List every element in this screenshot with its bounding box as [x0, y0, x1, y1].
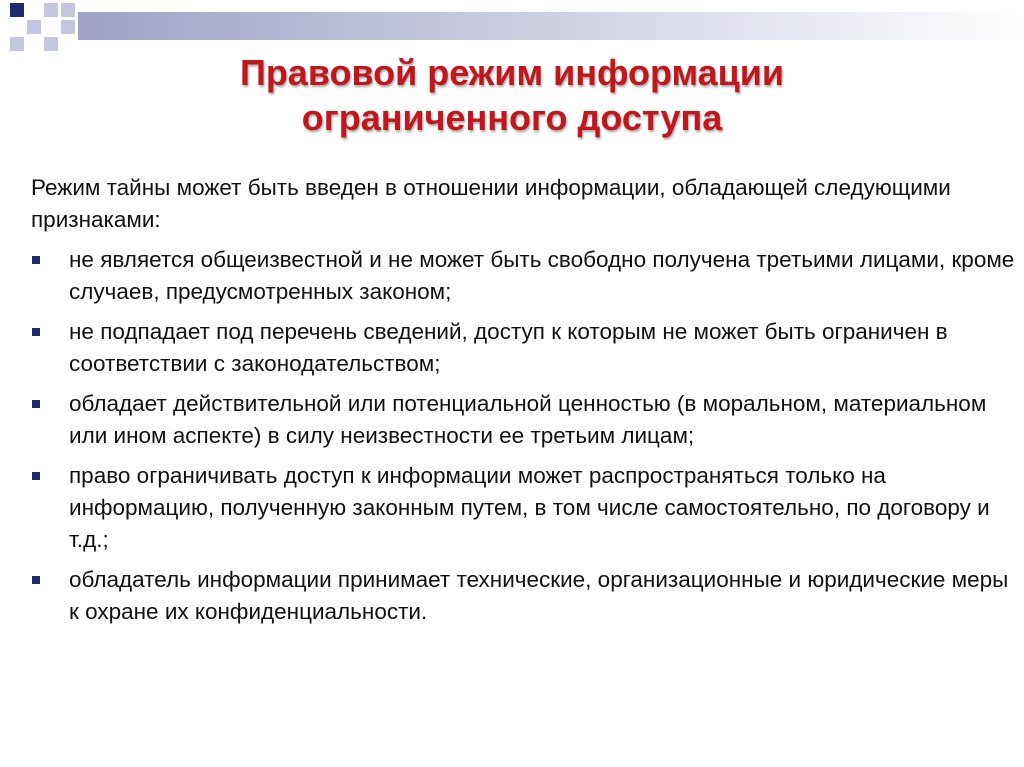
header-gradient-band: [78, 12, 1024, 40]
list-item-text: не подпадает под перечень сведений, доступ к которым не может быть ограничен в соответствии с законодательством;: [69, 319, 948, 376]
square-bullet-icon: [32, 472, 40, 480]
list-item-text: обладатель информации принимает технические, организационные и юридические меры к охране их конфиденциальности.: [69, 567, 1009, 624]
square-bullet-icon: [32, 576, 40, 584]
list-item-text: обладает действительной или потенциальной ценностью (в моральном, материальном или ином аспекте) в силу неизвестности ее третьим лицам;: [69, 391, 987, 448]
list-item: [31, 388, 1016, 452]
list-item: [31, 564, 1016, 628]
deco-square: [27, 20, 41, 34]
list-item: [31, 460, 1016, 556]
square-bullet-icon: [32, 400, 40, 408]
deco-square: [61, 20, 75, 34]
slide-title-line-2: ограниченного доступа: [301, 97, 723, 138]
deco-square: [44, 37, 58, 51]
slide-title-line-1: Правовой режим информации: [239, 52, 785, 93]
slide-body: [31, 172, 1016, 636]
slide-title: [0, 50, 1024, 140]
square-bullet-icon: [32, 328, 40, 336]
list-item-text: право ограничивать доступ к информации может распространяться только на информацию, полученную законным путем, в том числе самостоятельно, по договору и т.д.;: [69, 463, 990, 552]
deco-square: [10, 3, 24, 17]
list-item: [31, 244, 1016, 308]
deco-square: [61, 3, 75, 17]
list-item: [31, 316, 1016, 380]
deco-square: [10, 37, 24, 51]
square-bullet-icon: [32, 256, 40, 264]
deco-square: [44, 3, 58, 17]
criteria-list: [31, 244, 1016, 628]
list-item-text: не является общеизвестной и не может быть свободно получена третьими лицами, кроме случаев, предусмотренных законом;: [69, 247, 1015, 304]
intro-paragraph: Режим тайны может быть введен в отношении информации, обладающей следующими признаками:: [31, 175, 951, 232]
